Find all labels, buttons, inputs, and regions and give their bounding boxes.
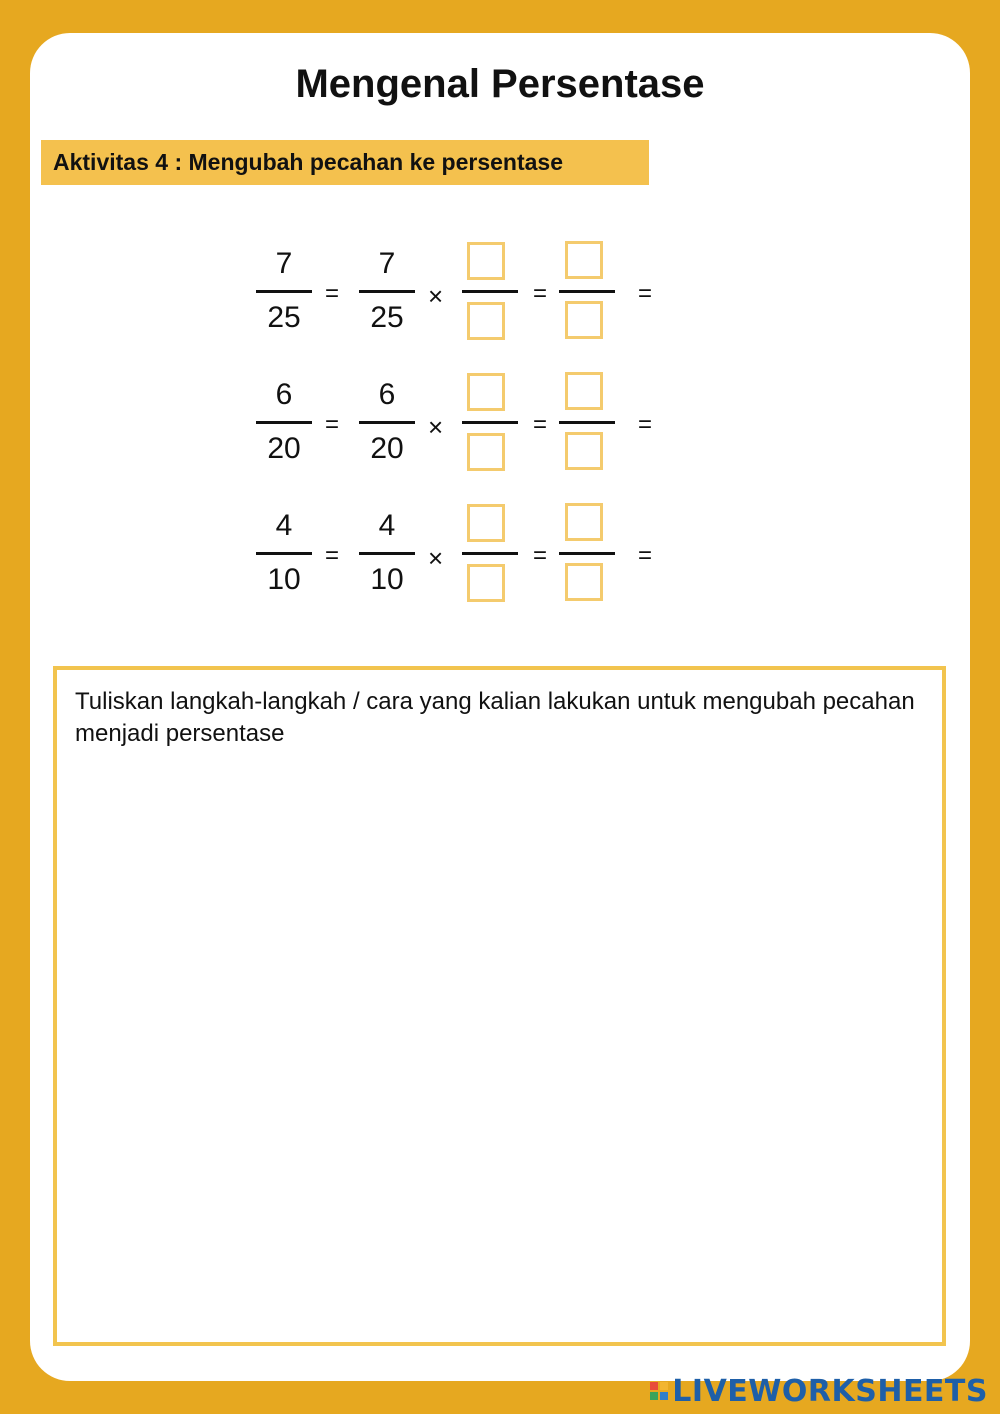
multiplier-denominator-input[interactable] [467,433,505,471]
fraction-bar [559,421,615,424]
page-title: Mengenal Persentase [295,62,705,106]
result-fraction [559,369,615,479]
fraction-bar [559,290,615,293]
numerator: 4 [378,509,396,542]
fraction-bar [256,421,312,424]
equation-row-3 [0,500,1000,620]
logo-blocks-icon [650,1382,668,1400]
result-denominator-input[interactable] [565,563,603,601]
numerator: 6 [378,378,396,411]
denominator: 20 [267,432,301,465]
equals-sign: = [638,280,653,307]
multiplier-numerator-input[interactable] [467,504,505,542]
fraction-bar [559,552,615,555]
multiplier-numerator-input[interactable] [467,242,505,280]
fraction-bar [256,290,312,293]
result-denominator-input[interactable] [565,301,603,339]
result-fraction [559,238,615,348]
result-denominator-input[interactable] [565,432,603,470]
liveworksheets-logo [650,1373,988,1409]
numerator: 7 [275,247,293,280]
multiplier-fraction [462,500,518,610]
denominator: 25 [370,301,404,334]
repeated-fraction [359,500,415,610]
equals-sign: = [325,411,340,438]
watermark-text: LIVEWORKSHEETS [672,1373,988,1409]
given-fraction [256,238,312,348]
numerator: 4 [275,509,293,542]
fraction-bar [359,552,415,555]
equals-sign: = [533,280,548,307]
numerator: 6 [275,378,293,411]
numerator: 7 [378,247,396,280]
fraction-bar [256,552,312,555]
times-sign: × [428,543,444,573]
equation-row-1 [0,238,1000,358]
times-sign: × [428,412,444,442]
equals-sign: = [325,542,340,569]
multiplier-numerator-input[interactable] [467,373,505,411]
fraction-bar [462,552,518,555]
answer-prompt: Tuliskan langkah-langkah / cara yang kalian lakukan untuk mengubah pecahan menjadi persentase [75,688,915,747]
equals-sign: = [325,280,340,307]
activity-label: Aktivitas 4 : Mengubah pecahan ke persentase [41,140,649,185]
equation-row-2 [0,369,1000,489]
result-numerator-input[interactable] [565,241,603,279]
fraction-bar [359,421,415,424]
denominator: 10 [267,563,301,596]
fraction-bar [462,421,518,424]
result-numerator-input[interactable] [565,372,603,410]
multiplier-fraction [462,369,518,479]
fraction-bar [359,290,415,293]
multiplier-denominator-input[interactable] [467,564,505,602]
equals-sign: = [533,411,548,438]
times-sign: × [428,281,444,311]
equals-sign: = [533,542,548,569]
repeated-fraction [359,238,415,348]
denominator: 10 [370,563,404,596]
fraction-bar [462,290,518,293]
given-fraction [256,500,312,610]
denominator: 25 [267,301,301,334]
multiplier-denominator-input[interactable] [467,302,505,340]
repeated-fraction [359,369,415,479]
denominator: 20 [370,432,404,465]
multiplier-fraction [462,238,518,348]
answer-textarea[interactable] [53,666,946,1346]
result-fraction [559,500,615,610]
equals-sign: = [638,542,653,569]
result-numerator-input[interactable] [565,503,603,541]
given-fraction [256,369,312,479]
equals-sign: = [638,411,653,438]
